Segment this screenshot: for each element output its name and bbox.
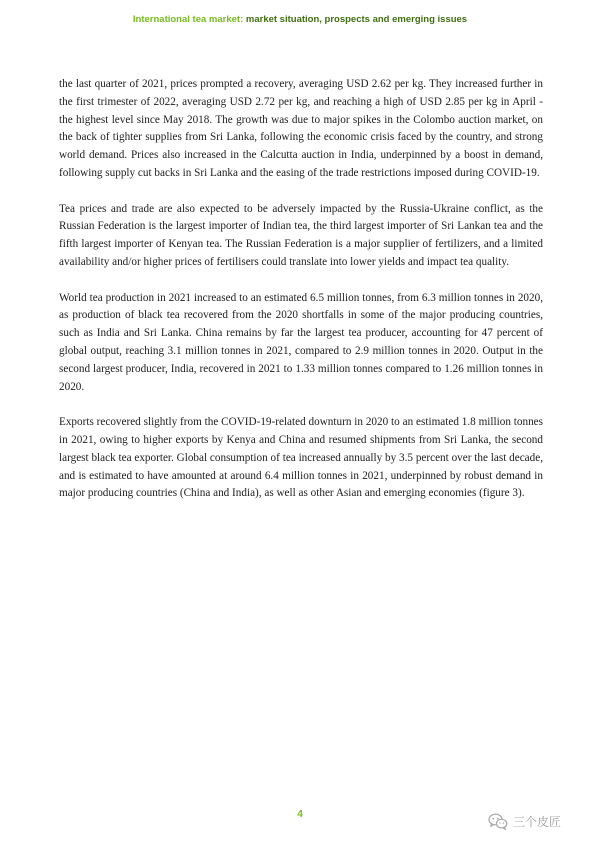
paragraph: Tea prices and trade are also expected to be adversely impacted by the Russia-Ukraine conflict, as the Russian Federation is the largest importer of Indian tea, the third largest importer of Sri Lankan tea and the fifth largest importer of Kenyan tea. The Russian Federation is a major supplier of fertilizers, and a limited availability and/or higher prices of fertilisers could translate into lower yields and impact tea quality. <box>59 202 543 268</box>
document-body <box>59 76 543 521</box>
page-number: 4 <box>297 809 303 820</box>
paragraph: Exports recovered slightly from the COVID-19-related downturn in 2020 to an estimated 1.8 million tonnes in 2021, owing to higher exports by Kenya and China and resumed shipments from Sri Lanka, the second largest black tea exporter. Global consumption of tea increased annually by 3.5 percent over the last decade, and is estimated to have amounted at around 6.4 million tonnes in 2021, underpinned by robust demand in major producing countries (China and India), as well as other Asian and emerging economies (figure 3). <box>59 416 543 500</box>
header-title-rest: market situation, prospects and emerging issues <box>243 14 468 25</box>
watermark <box>488 813 561 830</box>
header-title-highlight: International tea market: <box>132 14 244 25</box>
paragraph: the last quarter of 2021, prices prompted a recovery, averaging USD 2.62 per kg. They increased further in the first trimester of 2022, averaging USD 2.72 per kg, and reaching a high of USD 2.85 per kg in April - the highest level since May 2018. The growth was due to major spikes in the Colombo auction market, on the back of tighter supplies from Sri Lanka, following the economic crisis faced by the country, and strong world demand. Prices also increased in the Calcutta auction in India, underpinned by a boost in demand, following supply cut backs in Sri Lanka and the easing of the trade restrictions imposed during COVID-19. <box>59 78 543 179</box>
running-header <box>0 14 600 25</box>
wechat-icon <box>488 813 508 830</box>
paragraph: World tea production in 2021 increased to an estimated 6.5 million tonnes, from 6.3 million tonnes in 2020, as production of black tea recovered from the 2020 shortfalls in some of the major producing countries, such as India and Sri Lanka. China remains by far the largest tea producer, accounting for 47 percent of global output, reaching 3.1 million tonnes in 2021, compared to 2.9 million tonnes in 2020. Output in the second largest producer, India, recovered in 2021 to 1.33 million tonnes compared to 1.26 million tonnes in 2020. <box>59 291 543 393</box>
watermark-text: 三个皮匠 <box>513 815 562 829</box>
